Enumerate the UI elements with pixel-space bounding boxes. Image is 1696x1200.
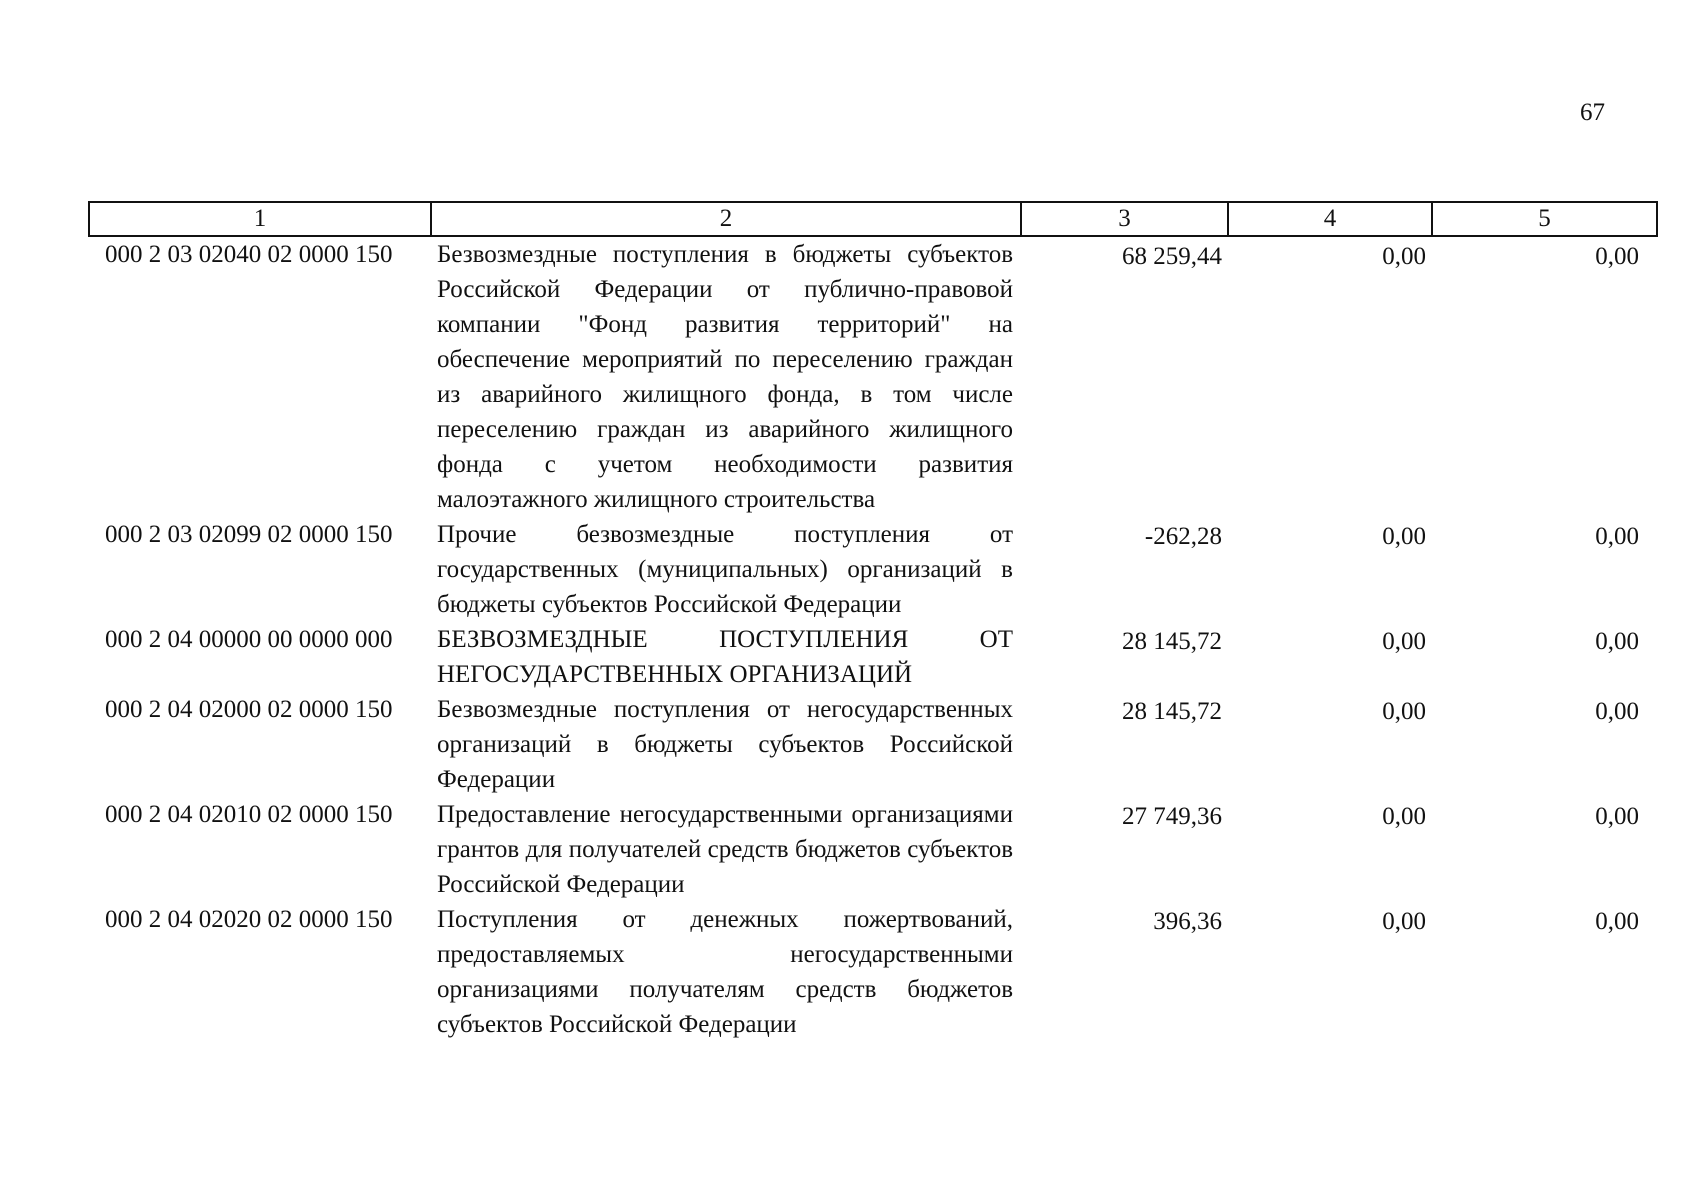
amount-col-4: 0,00 — [1382, 803, 1426, 830]
amount-col-4: 0,00 — [1382, 908, 1426, 935]
revenue-name: Предоставление негосударственными организациями грантов для получателей средств бюджетов субъектов Российской Федерации — [437, 801, 1013, 898]
table-header — [89, 202, 1657, 236]
revenue-name: Безвозмездные поступления от негосударственных организаций в бюджеты субъектов Российской Федерации — [437, 696, 1013, 793]
budget-code: 000 2 04 02020 02 0000 150 — [105, 906, 393, 933]
amount-col-3: 28 145,72 — [1122, 698, 1222, 725]
amount-col-4: 0,00 — [1382, 243, 1426, 270]
amount-col-5: 0,00 — [1595, 243, 1639, 270]
header-col-1: 1 — [89, 202, 431, 236]
table-row — [89, 797, 1657, 902]
page-number: 67 — [1580, 99, 1605, 126]
amount-col-3: 68 259,44 — [1122, 243, 1222, 270]
amount-col-3: -262,28 — [1144, 523, 1222, 550]
revenue-name: БЕЗВОЗМЕЗДНЫЕ ПОСТУПЛЕНИЯ ОТ НЕГОСУДАРСТВЕННЫХ ОРГАНИЗАЦИЙ — [437, 626, 1013, 688]
header-col-2: 2 — [431, 202, 1021, 236]
amount-col-5: 0,00 — [1595, 803, 1639, 830]
amount-col-4: 0,00 — [1382, 698, 1426, 725]
amount-col-3: 28 145,72 — [1122, 628, 1222, 655]
header-col-4: 4 — [1228, 202, 1432, 236]
revenue-name: Прочие безвозмездные поступления от государственных (муниципальных) организаций в бюджеты субъектов Российской Федерации — [437, 521, 1013, 618]
header-col-5: 5 — [1432, 202, 1657, 236]
amount-col-4: 0,00 — [1382, 628, 1426, 655]
amount-col-5: 0,00 — [1595, 908, 1639, 935]
budget-code: 000 2 04 00000 00 0000 000 — [105, 626, 393, 653]
revenue-name: Безвозмездные поступления в бюджеты субъектов Российской Федерации от публично-правовой компании "Фонд развития территорий" на обеспечение мероприятий по переселению граждан из аварийного жилищного фонда, в том числе переселению граждан из аварийного жилищного фонда с учетом необходимости развития малоэтажного жилищного строительства — [437, 241, 1013, 513]
amount-col-3: 27 749,36 — [1122, 803, 1222, 830]
budget-table — [88, 201, 1658, 1042]
budget-code: 000 2 03 02099 02 0000 150 — [105, 521, 393, 548]
amount-col-4: 0,00 — [1382, 523, 1426, 550]
amount-col-5: 0,00 — [1595, 628, 1639, 655]
amount-col-3: 396,36 — [1153, 908, 1222, 935]
amount-col-5: 0,00 — [1595, 698, 1639, 725]
header-col-3: 3 — [1021, 202, 1228, 236]
table-row — [89, 622, 1657, 692]
table-row — [89, 517, 1657, 622]
amount-col-5: 0,00 — [1595, 523, 1639, 550]
budget-code: 000 2 03 02040 02 0000 150 — [105, 241, 393, 268]
revenue-name: Поступления от денежных пожертвований, предоставляемых негосударственными организациями получателям средств бюджетов субъектов Российской Федерации — [437, 906, 1013, 1038]
table-row — [89, 692, 1657, 797]
budget-code: 000 2 04 02000 02 0000 150 — [105, 696, 393, 723]
table-body — [89, 236, 1657, 1042]
table-row — [89, 902, 1657, 1042]
budget-code: 000 2 04 02010 02 0000 150 — [105, 801, 393, 828]
header-row — [89, 202, 1657, 236]
table-row — [89, 236, 1657, 517]
